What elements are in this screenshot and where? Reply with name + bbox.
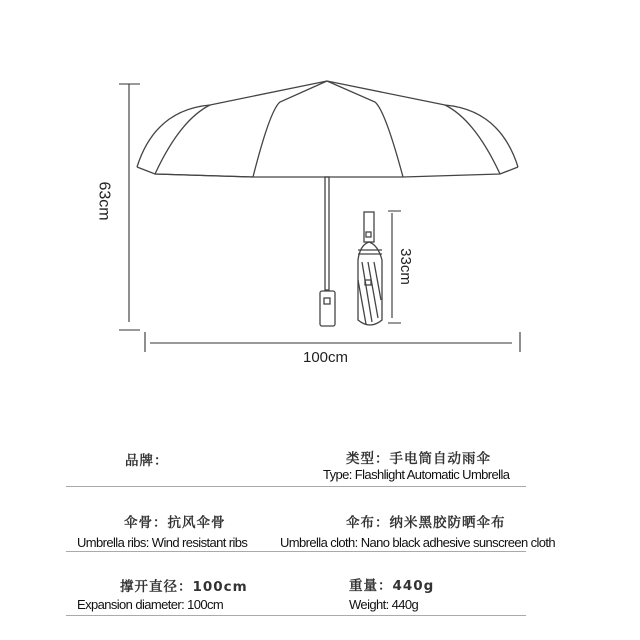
open-umbrella-canopy [137,81,518,177]
divider [66,551,526,552]
cloth-cn: 伞布：纳米黑胶防晒伞布 [346,515,506,531]
type-en: Type: Flashlight Automatic Umbrella [323,467,510,482]
diameter-cn: 撑开直径：100cm [120,579,248,595]
diameter-en: Expansion diameter: 100cm [77,597,224,612]
cloth-en: Umbrella cloth: Nano black adhesive sunscreen cloth [280,535,556,550]
divider [66,615,526,616]
folded-length-label: 33cm [396,248,414,285]
open-umbrella-shaft [320,177,335,326]
folded-umbrella [358,212,382,325]
ribs-en: Umbrella ribs: Wind resistant ribs [77,535,248,550]
width-dimension-label: 100cm [303,349,349,366]
weight-cn: 重量：440g [349,578,435,594]
ribs-cn: 伞骨：抗风伞骨 [124,515,226,531]
divider [66,486,526,487]
weight-en: Weight: 440g [349,597,419,612]
height-dimension-label: 63cm [95,181,113,221]
type-cn: 类型：手电筒自动雨伞 [346,451,491,467]
brand-label: 品牌： [125,453,169,469]
